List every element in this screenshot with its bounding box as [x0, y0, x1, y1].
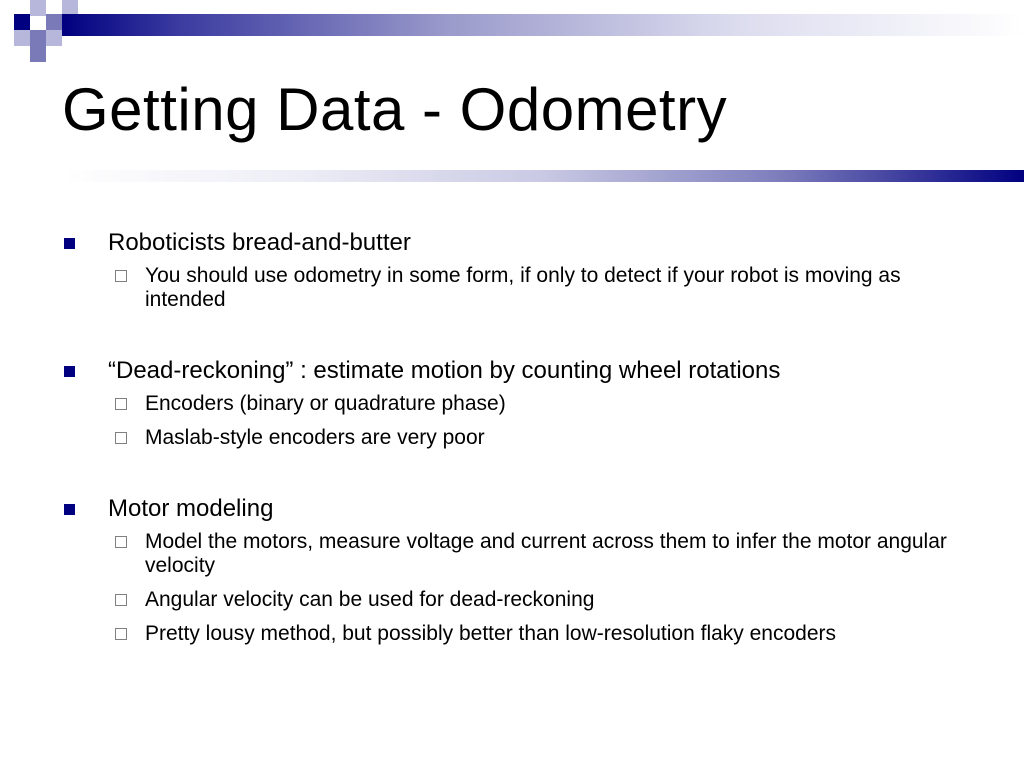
bullet-text: Motor modeling: [108, 495, 274, 522]
decor-square: [30, 0, 46, 16]
bullet-item: [60, 492, 980, 526]
sub-bullet-item: [60, 622, 980, 646]
sub-bullet-item: [60, 392, 980, 416]
sub-bullet-item: [60, 264, 980, 312]
sub-bullet-item: [60, 588, 980, 612]
title-underline-bar: [62, 170, 1024, 182]
sub-bullet-text: Angular velocity can be used for dead-reckoning: [145, 588, 595, 611]
hollow-square-bullet-icon: [115, 432, 127, 444]
sub-bullet-item: [60, 530, 980, 578]
header-gradient-bar: [62, 14, 1024, 36]
hollow-square-bullet-icon: [115, 536, 127, 548]
decor-square: [14, 14, 30, 30]
sub-bullet-item: [60, 426, 980, 450]
hollow-square-bullet-icon: [115, 628, 127, 640]
decor-square: [14, 30, 30, 46]
slide-title: Getting Data - Odometry: [62, 76, 728, 143]
sub-bullet-text: You should use odometry in some form, if only to detect if your robot is moving as intended: [145, 264, 901, 311]
decor-square: [30, 30, 46, 46]
hollow-square-bullet-icon: [115, 594, 127, 606]
sub-bullet-text: Encoders (binary or quadrature phase): [145, 392, 506, 415]
bullet-text: “Dead-reckoning” : estimate motion by counting wheel rotations: [108, 357, 781, 384]
decor-square: [46, 14, 62, 30]
hollow-square-bullet-icon: [115, 270, 127, 282]
sub-bullet-text: Pretty lousy method, but possibly better than low-resolution flaky encoders: [145, 622, 837, 645]
bullet-item: [60, 354, 980, 388]
decor-square: [46, 30, 62, 46]
sub-bullet-text: Maslab-style encoders are very poor: [145, 426, 485, 449]
sub-bullet-text: Model the motors, measure voltage and current across them to infer the motor angular velocity: [145, 530, 947, 577]
hollow-square-bullet-icon: [115, 398, 127, 410]
square-bullet-icon: [64, 238, 75, 249]
slide-body: [60, 226, 980, 656]
bullet-text: Roboticists bread-and-butter: [108, 229, 411, 256]
square-bullet-icon: [64, 366, 75, 377]
square-bullet-icon: [64, 504, 75, 515]
decor-square: [30, 46, 46, 62]
bullet-item: [60, 226, 980, 260]
